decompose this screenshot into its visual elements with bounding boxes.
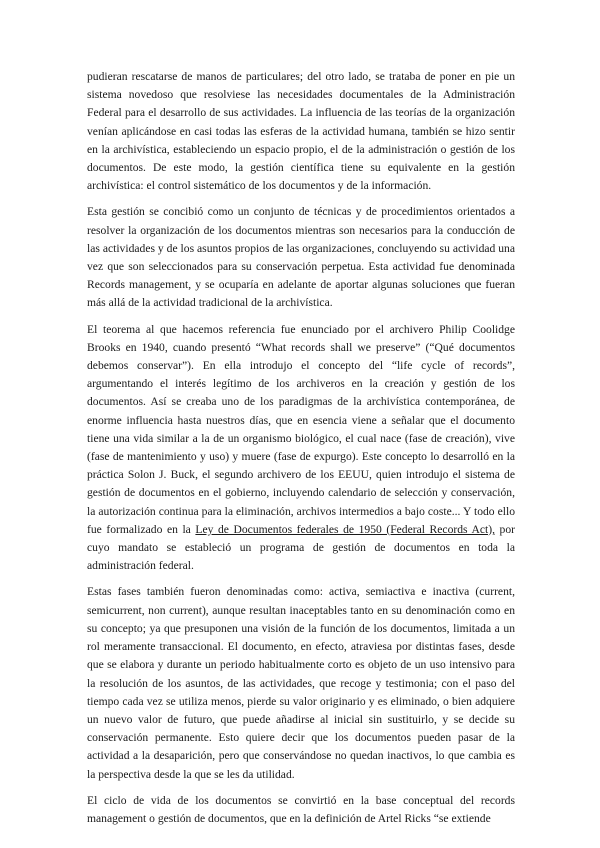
paragraph-4: Estas fases también fueron denominadas como: activa, semiactiva e inactiva (current, semicurrent, non current), aunque resultan inaceptables tanto en su denominación como en su concepto; ya que presuponen una visión de la función de los documentos, limitada a un rol meramente transaccional. El documento, en efecto, atraviesa por distintas fases, desde que se elabora y durante un periodo habitualmente corto es objeto de un uso intensivo para la resolución de los asuntos, de las actividades, que recoge y testimonia; con el paso del tiempo cada vez se utiliza menos, pierde su valor originario y es eliminado, o bien adquiere un nuevo valor de futuro, que puede añadirse al inicial sin sustituirlo, y se decide su conservación permanente. Esto quiere decir que los documentos pueden pasar de la actividad a la desaparición, pero que conservándose no quedan inactivos, lo que cambia es la perspectiva desde la que se les da utilidad. bbox=[87, 585, 515, 781]
paragraph-1: pudieran rescatarse de manos de particulares; del otro lado, se trataba de poner en pie un sistema novedoso que resolviese las necesidades documentales de la Administración Federal para el desarrollo de sus actividades. La influencia de las teorías de la organización venían aplicándose en casi todas las esferas de la actividad humana, también se hizo sentir en la archivística, estableciendo un espacio propio, el de la administración o gestión de los documentos. De este modo, la gestión científica tiene su equivalente en la gestión archivística: el control sistemático de los documentos y de la información. bbox=[87, 70, 515, 193]
paragraph-2: Esta gestión se concibió como un conjunto de técnicas y de procedimientos orientados a resolver la organización de los documentos mientras son necesarios para la conducción de las actividades y de los asuntos propios de las organizaciones, concluyendo su actividad una vez que son seleccionados para su conservación perpetua. Esta actividad fue denominada Records management, y se ocuparía en adelante de aportar algunas soluciones que fueran más allá de la actividad tradicional de la archivística. bbox=[87, 205, 515, 310]
federal-records-act-link[interactable]: Ley de Documentos federales de 1950 (Federal Records Act), bbox=[195, 522, 495, 536]
paragraph-3-text-end: por cuyo mandato se estableció un programa de gestión de documentos en toda la administración federal. bbox=[87, 522, 516, 573]
paragraph-3-text: El teorema al que hacemos referencia fue enunciado por el archivero Philip Coolidge Brooks en 1940, cuando presentó “What records shall we preserve” (“Qué documentos debemos conservar”). En ella introdujo el concepto del “life cycle of records”, argumentando el interés legítimo de los archiveros en la creación y gestión de los documentos. Así se creaba uno de los paradigmas de la archivística contemporánea, de enorme influencia hasta nuestros días, que en esencia viene a señalar que el documento tiene una vida similar a la de un organismo biológico, el cual nace (fase de creación), vive (fase de mantenimiento y uso) y muere (fase de expurgo). Este concepto lo desarrolló en la práctica Solon J. Buck, el segundo archivero de los EEUU, quien introdujo el sistema de gestión de documentos en el gobierno, incluyendo calendario de selección y conservación, la autorización continua para la eliminación, archivos intermedios a bajo coste... Y todo ello fue formalizado en la bbox=[87, 322, 515, 536]
paragraph-3 bbox=[87, 321, 515, 576]
paragraph-5: El ciclo de vida de los documentos se convirtió en la base conceptual del records management o gestión de documentos, que en la definición de Artel Ricks “se extiende bbox=[87, 793, 515, 825]
body-text bbox=[87, 68, 515, 836]
